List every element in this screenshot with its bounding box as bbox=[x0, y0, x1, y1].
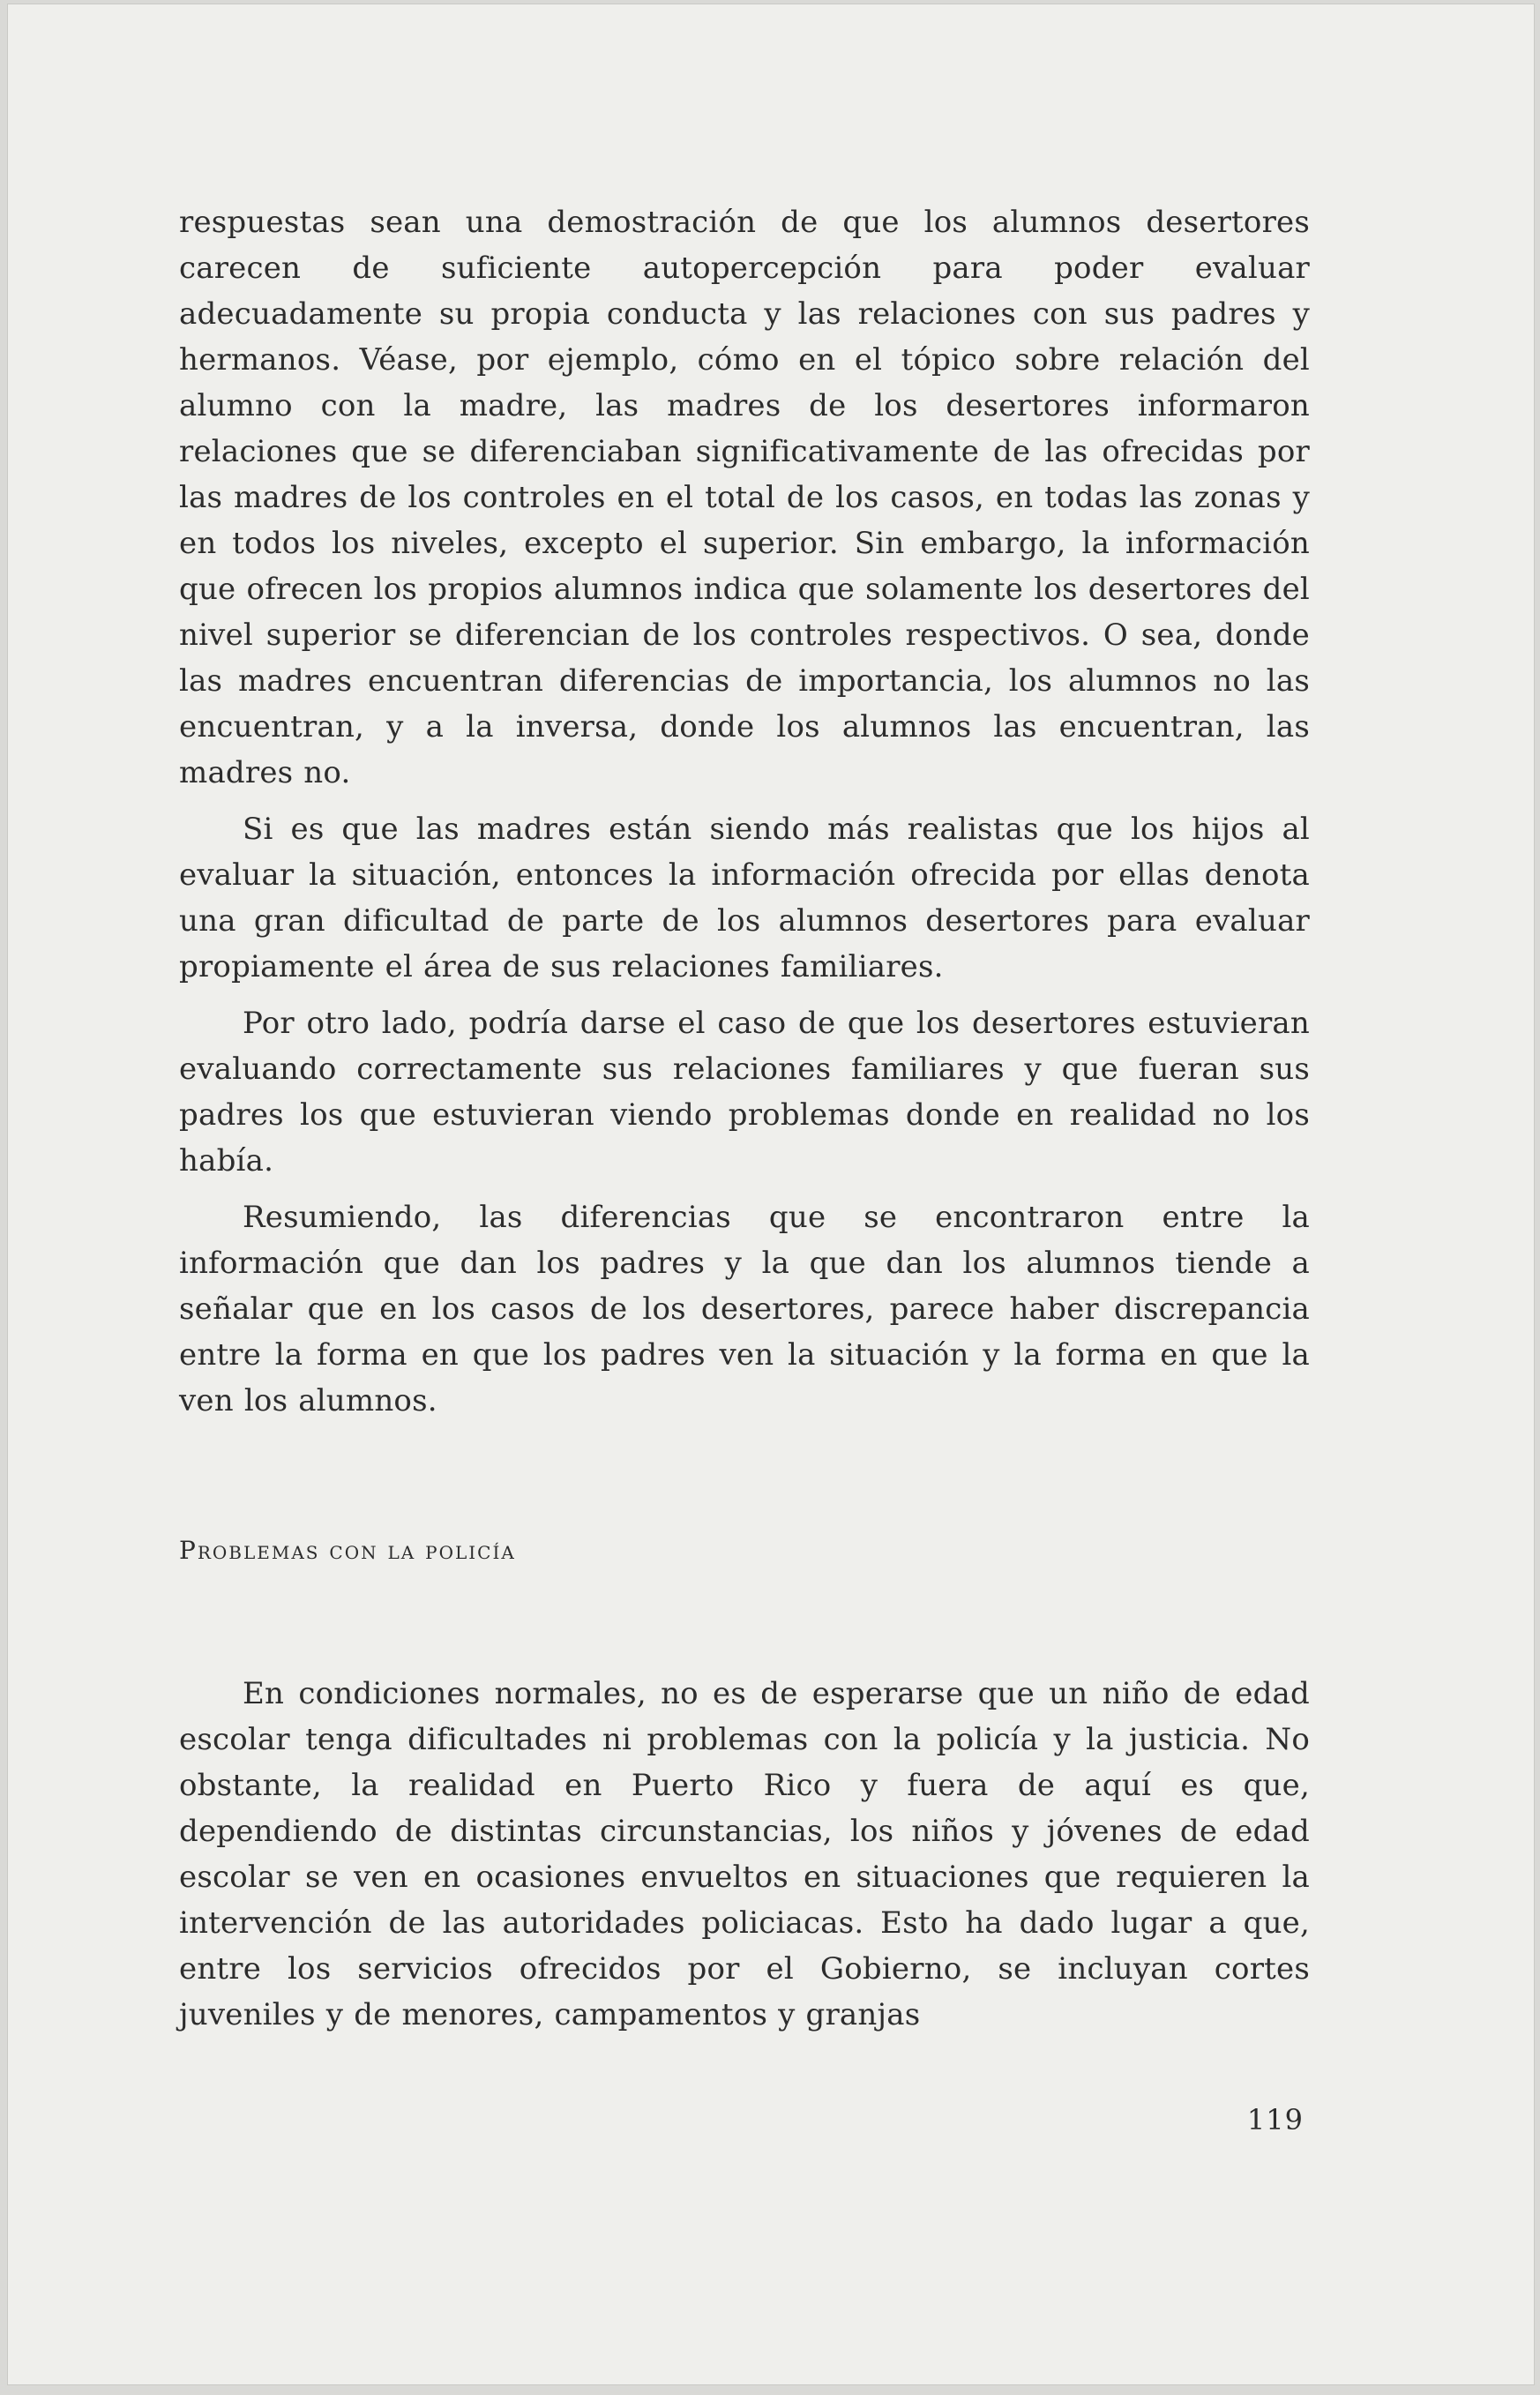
section-heading: Problemas con la policía bbox=[179, 1536, 516, 1565]
page-number: 119 bbox=[1246, 2103, 1304, 2137]
paragraph-condiciones: En condiciones normales, no es de esperarse que un niño de edad escolar tenga dificultades ni problemas con la policía y la justicia. No obstante, la realidad en Puerto Rico y fuera de aquí es que, dependiendo de distintas circunstancias, los niños y jóvenes de edad escolar se ven en ocasiones envueltos en situaciones que requieren la intervención de las autoridades policiacas. Esto ha dado lugar a que, entre los servicios ofrecidos por el Gobierno, se incluyan cortes juveniles y de menores, campamentos y granjas bbox=[179, 1676, 1310, 2032]
paragraph-otro-lado: Por otro lado, podría darse el caso de que los desertores estuvieran evaluando correctamente sus relaciones familiares y que fueran sus padres los que estuvieran viendo problemas donde en realidad no los había. bbox=[179, 1006, 1310, 1179]
body-text bbox=[179, 199, 1310, 2038]
paragraph-realistas: Si es que las madres están siendo más realistas que los hijos al evaluar la situación, entonces la información ofrecida por ellas denota una gran dificultad de parte de los alumnos desertores para evaluar propiamente el área de sus relaciones familiares. bbox=[179, 812, 1310, 984]
paragraph-continuation: respuestas sean una demostración de que los alumnos desertores carecen de suficiente autopercepción para poder evaluar adecuadamente su propia conducta y las relaciones con sus padres y hermanos. Véase, por ejemplo, cómo en el tópico sobre relación del alumno con la madre, las madres de los desertores informaron relaciones que se diferenciaban significativamente de las ofrecidas por las madres de los controles en el total de los casos, en todas las zonas y en todos los niveles, excepto el superior. Sin embargo, la información que ofrecen los propios alumnos indica que solamente los desertores del nivel superior se diferencian de los controles respectivos. O sea, donde las madres encuentran diferencias de importancia, los alumnos no las encuentran, y a la inversa, donde los alumnos las encuentran, las madres no. bbox=[179, 205, 1310, 790]
paragraph-resumiendo: Resumiendo, las diferencias que se encontraron entre la información que dan los padres y la que dan los alumnos tiende a señalar que en los casos de los desertores, parece haber discrepancia entre la forma en que los padres ven la situación y la forma en que la ven los alumnos. bbox=[179, 1200, 1310, 1418]
book-page bbox=[7, 4, 1535, 2385]
